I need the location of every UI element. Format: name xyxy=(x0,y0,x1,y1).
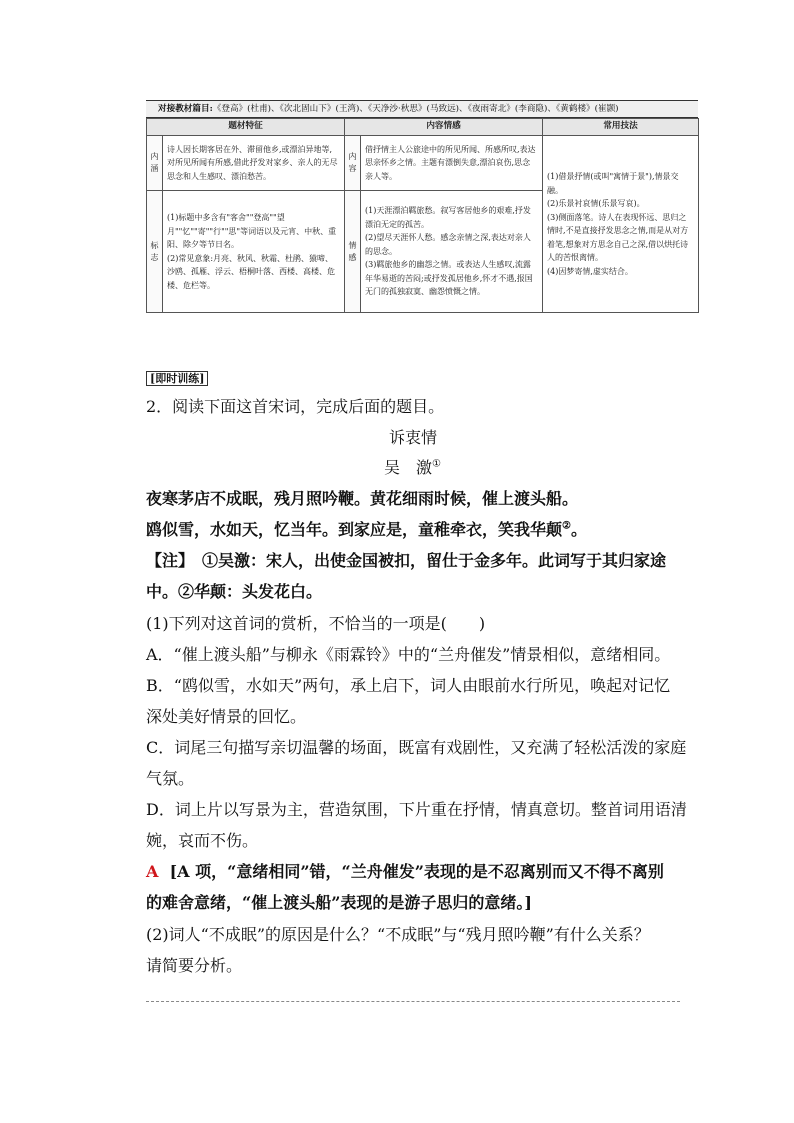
cell-feature-sign: (1)标题中多含有"客舍""登高""望月""忆""寄""行""思"等词语以及元宵、中秋、重阳、除夕等节日名。 (2)常见意象:月亮、秋风、秋霜、杜鹃、猿啼、沙鸥、孤雁、浮云、梧桐叶落、西楼、高楼、危楼、危栏等。 xyxy=(163,191,345,313)
cell-content-emotion: (1)天涯漂泊羁旅愁。叙写客居他乡的艰难,抒发漂泊无定的孤苦。 (2)望尽天涯怀人愁。感念亲情之深,表达对亲人的思念。 (3)羁旅他乡的幽怨之情。或表达人生感叹,流露年华易逝的苦闷;或抒发孤居他乡,怀才不遇,报国无门的孤独寂寞、幽怨愤慨之情。 xyxy=(361,191,543,313)
header-feature: 题材特征 xyxy=(147,119,345,136)
cell-content-connotation: 借抒情主人公旅途中的所见所闻、所感所叹,表达思亲怀乡之情。主题有漂倒失意,漂泊哀伤,思念亲人等。 xyxy=(361,136,543,191)
row-label-connotation: 内涵 xyxy=(147,136,163,191)
poem-author xyxy=(384,458,441,478)
table-header-row xyxy=(147,119,699,136)
option-d-line-1: D．词上片以写景为主，营造氛围，下片重在抒情，情真意切。整首词用语清 xyxy=(146,800,687,819)
answer-line-1 xyxy=(146,862,664,882)
section-tag: [即时训练] xyxy=(146,371,208,386)
poem-line-2 xyxy=(146,520,587,540)
poem-author-name: 吴 激 xyxy=(384,458,433,477)
table-grid xyxy=(146,118,699,313)
poem-line-2-end: 。 xyxy=(570,520,587,539)
question-prompt: 2．阅读下面这首宋词，完成后面的题目。 xyxy=(146,397,445,416)
note-line-2: 中。②华颠：头发花白。 xyxy=(146,582,323,601)
author-note-mark: ① xyxy=(432,458,441,470)
sub-question-2-line-2: 请简要分析。 xyxy=(146,956,243,975)
answer-explanation-1: [A 项，“意绪相同”错，“兰舟催发”表现的是不忍离别而又不得不离别 xyxy=(169,862,664,881)
table-row xyxy=(147,136,699,191)
option-a: A．“催上渡头船”与柳永《雨霖铃》中的“兰舟催发”情景相似，意绪相同。 xyxy=(146,645,671,664)
summary-table xyxy=(146,100,698,313)
dashed-divider xyxy=(146,1001,680,1002)
banner-label: 对接教材篇目: xyxy=(158,104,213,114)
option-d-line-2: 婉，哀而不伤。 xyxy=(146,831,259,850)
cell-feature-connotation: 诗人因长期客居在外、滞留他乡,或漂泊异地等,对所见所闻有所感,借此抒发对家乡、亲人的无尽思念和人生感叹、漂泊愁苦。 xyxy=(163,136,345,191)
option-b-line-1: B．“鸥似雪，水如天”两句，承上启下，词人由眼前水行所见，唤起对记忆 xyxy=(146,676,671,695)
sub-question-2-line-1: (2)词人“不成眠”的原因是什么？“不成眠”与“残月照吟鞭”有什么关系？ xyxy=(146,925,650,944)
header-technique: 常用技法 xyxy=(543,119,699,136)
poem-line-2-text: 鸥似雪，水如天，忆当年。到家应是，童稚牵衣，笑我华颠 xyxy=(146,520,563,539)
sub-question-1: (1)下列对这首词的赏析，不恰当的一项是( ) xyxy=(146,614,486,633)
header-content: 内容情感 xyxy=(345,119,543,136)
option-b-line-2: 深处美好情景的回忆。 xyxy=(146,707,307,726)
row-label-content: 内容 xyxy=(345,136,361,191)
row-label-sign: 标志 xyxy=(147,191,163,313)
answer-line-2: 的难舍意绪，“催上渡头船”表现的是游子思归的意绪。] xyxy=(146,893,532,912)
banner-text: 《登高》(杜甫)、《次北固山下》(王湾)、《天净沙·秋思》(马致远)、《夜雨寄北》(李商隐)、《黄鹤楼》(崔颢) xyxy=(212,104,619,114)
table-banner xyxy=(146,100,698,118)
option-c-line-1: C．词尾三句描写亲切温馨的场面，既富有戏剧性，又充满了轻松活泼的家庭 xyxy=(146,738,687,757)
answer-letter: A xyxy=(146,862,159,881)
poem-title: 诉衷情 xyxy=(389,428,438,447)
note-line-1: 【注】 ①吴激：宋人，出使金国被扣，留仕于金多年。此词写于其归家途 xyxy=(146,551,667,570)
row-label-emotion: 情感 xyxy=(345,191,361,313)
option-c-line-2: 气氛。 xyxy=(146,769,195,788)
poem-note-mark: ② xyxy=(562,520,571,532)
cell-technique: (1)借景抒情(或叫"寓情于景"),情景交融。 (2)乐景衬哀情(乐景写哀)。 (3)侧面落笔。诗人在表现怀远、思归之情时,不是直接抒发思念之情,而是从对方着笔,想象对方思念自己之深,借以烘托诗人的苦恨离情。 (4)因梦寄情,虚实结合。 xyxy=(543,136,699,313)
poem-line-1: 夜寒茅店不成眠，残月照吟鞭。黄花细雨时候，催上渡头船。 xyxy=(146,489,579,508)
